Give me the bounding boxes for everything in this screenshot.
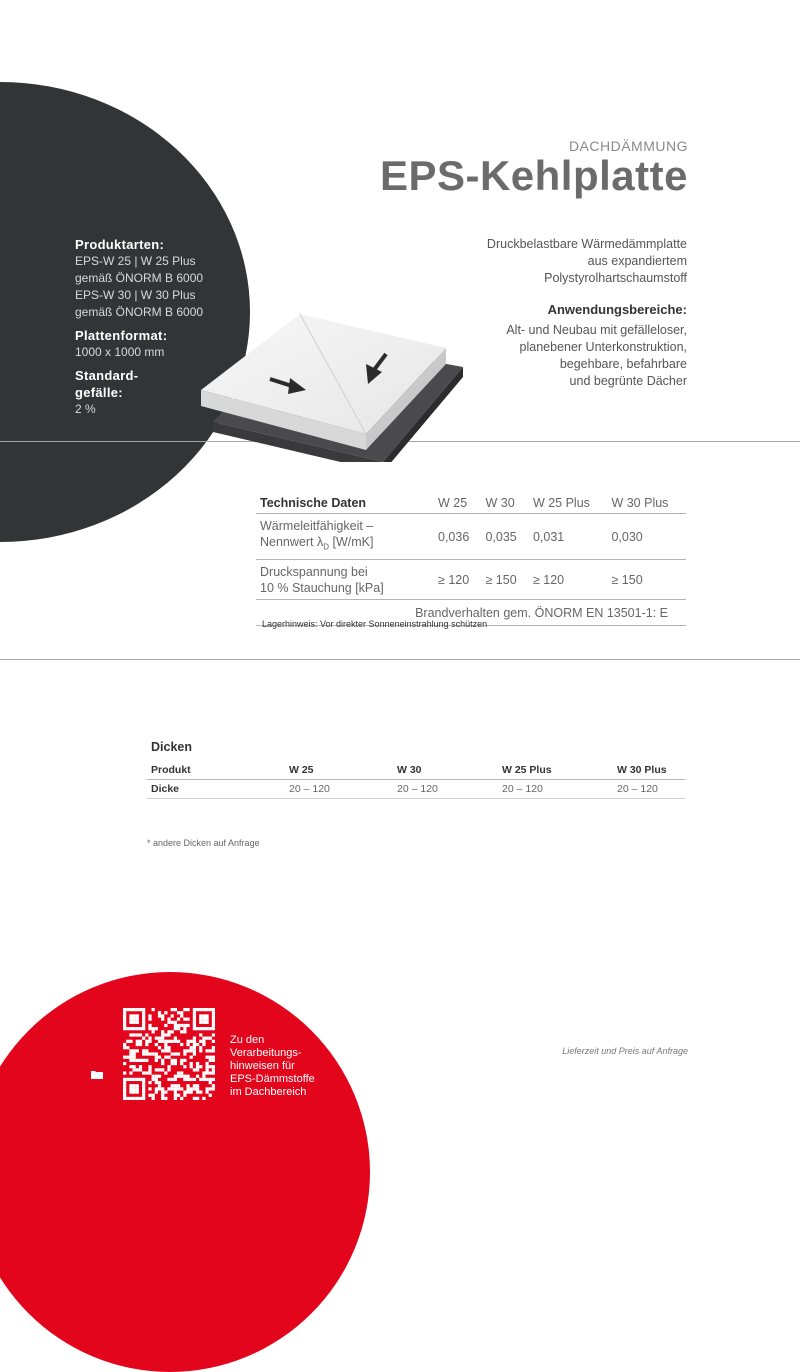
table-cell: ≥ 150 <box>481 559 528 599</box>
brand-row: Brandverhalten gem. ÖNORM EN 13501-1: E <box>256 599 686 625</box>
produktarten-line: gemäß ÖNORM B 6000 <box>75 305 204 319</box>
plattenformat-value: 1000 x 1000 mm <box>75 345 165 359</box>
row-label-line <box>260 534 430 556</box>
technical-data-table <box>256 494 686 626</box>
description-line: Polystyrolhartschaumstoff <box>544 271 687 285</box>
table-row <box>147 780 685 799</box>
column-header: Produkt <box>147 762 285 780</box>
column-header: W 25 <box>434 494 481 514</box>
column-header: W 25 <box>285 762 393 780</box>
row-label: Dicke <box>147 780 285 799</box>
divider-line-middle <box>0 659 800 660</box>
anwendung-heading: Anwendungsbereiche: <box>547 302 687 317</box>
column-header: W 30 Plus <box>607 494 686 514</box>
lager-note: Lagerhinweis: Vor direkter Sonneneinstrahlung schützen <box>262 619 488 629</box>
row-label-line: 10 % Stauchung [kPa] <box>260 580 384 595</box>
row-label-line: Wärmeleitfähigkeit – <box>260 519 374 533</box>
row-label-subscript: D <box>323 542 330 552</box>
table-cell: 0,035 <box>481 514 528 560</box>
row-label <box>256 514 434 560</box>
page-category: DACHDÄMMUNG <box>568 138 688 154</box>
column-header: W 30 Plus <box>613 762 685 780</box>
table-cell: 20 – 120 <box>613 780 685 799</box>
description-line: aus expandiertem <box>587 254 687 268</box>
table-cell: 20 – 120 <box>393 780 498 799</box>
table-row <box>256 514 686 560</box>
anwendung-line: Alt- und Neubau mit gefälleloser, <box>506 323 687 337</box>
anwendung-line: und begrünte Dächer <box>569 374 687 388</box>
table-cell: 0,036 <box>434 514 481 560</box>
qr-caption-line: Verarbeitungs- <box>230 1047 302 1059</box>
standardgefaelle-heading: Standard- <box>75 368 139 383</box>
column-header: W 30 <box>393 762 498 780</box>
footnote: * andere Dicken auf Anfrage <box>147 838 260 848</box>
table-cell: 0,030 <box>607 514 686 560</box>
standardgefaelle-heading: gefälle: <box>75 385 123 400</box>
table-cell: ≥ 120 <box>434 559 481 599</box>
product-image <box>198 312 468 462</box>
column-header: W 25 Plus <box>529 494 608 514</box>
anwendung-line: begehbare, befahrbare <box>559 357 687 371</box>
table-header-row <box>256 494 686 514</box>
page-title: EPS-Kehlplatte <box>379 152 688 199</box>
table-cell: ≥ 120 <box>529 559 608 599</box>
qr-caption-line: EPS-Dämmstoffe <box>230 1073 315 1085</box>
column-header: W 30 <box>481 494 528 514</box>
qr-caption-line: Zu den <box>230 1034 265 1046</box>
row-label-line: Druckspannung bei <box>260 564 368 579</box>
table-heading: Technische Daten <box>256 494 434 514</box>
qr-caption <box>230 1034 315 1099</box>
table-header-row <box>147 762 685 780</box>
table-cell: 20 – 120 <box>498 780 613 799</box>
row-label-unit: [W/mK] <box>329 535 374 549</box>
folder-icon <box>91 1070 103 1079</box>
lieferzeit-note: Lieferzeit und Preis auf Anfrage <box>562 1046 688 1056</box>
anwendung-line: planebener Unterkonstruktion, <box>519 340 687 354</box>
row-label-text: Nennwert λ <box>260 535 324 549</box>
row-label <box>256 559 434 599</box>
standardgefaelle-value: 2 % <box>75 402 96 416</box>
qr-code[interactable] <box>123 1008 215 1100</box>
produktarten-heading: Produktarten: <box>75 237 165 252</box>
table-cell: ≥ 150 <box>607 559 686 599</box>
description-line: Druckbelastbare Wärmedämmplatte <box>486 237 687 251</box>
produktarten-line: gemäß ÖNORM B 6000 <box>75 271 204 285</box>
column-header: W 25 Plus <box>498 762 613 780</box>
produktarten-line: EPS-W 30 | W 30 Plus <box>75 288 196 302</box>
table-cell: 20 – 120 <box>285 780 393 799</box>
dicken-table <box>147 762 685 799</box>
produktarten-line: EPS-W 25 | W 25 Plus <box>75 254 196 268</box>
qr-caption-line: hinweisen für <box>230 1060 295 1072</box>
table-row <box>256 559 686 599</box>
qr-caption-line: im Dachbereich <box>230 1086 307 1098</box>
dicken-heading: Dicken <box>151 740 192 754</box>
plattenformat-heading: Plattenformat: <box>75 328 168 343</box>
table-cell: 0,031 <box>529 514 608 560</box>
